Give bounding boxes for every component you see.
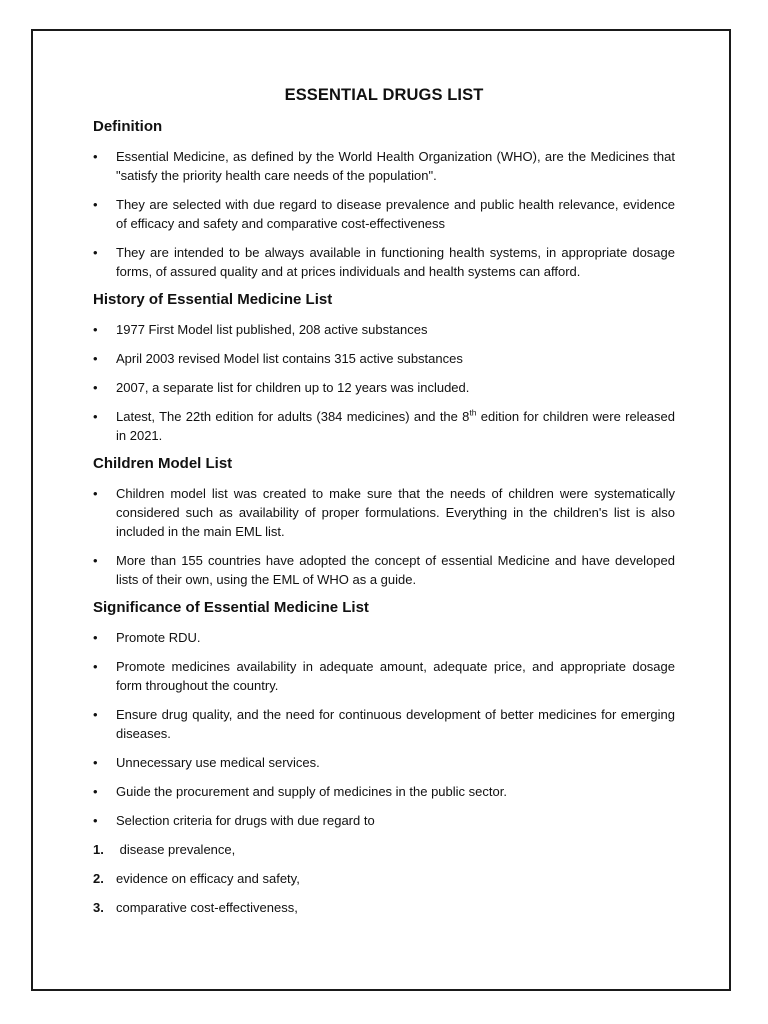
list-item-text: Promote RDU. [116, 630, 201, 645]
list-item [93, 407, 675, 445]
bullet-list [93, 628, 675, 830]
section-heading: Children Model List [93, 455, 233, 472]
item-number: 3. [93, 900, 104, 915]
item-number: 2. [93, 871, 104, 886]
list-item-text: Selection criteria for drugs with due regard to [116, 813, 375, 828]
section-significance [93, 599, 675, 917]
list-item-text: comparative cost-effectiveness, [116, 900, 298, 915]
bullet-list [93, 484, 675, 589]
list-item-text: They are intended to be always available in functioning health systems, in appropriate dosage forms, of assured quality and at prices individuals and health systems can afford. [116, 245, 675, 279]
numbered-list [93, 840, 675, 917]
section-definition [93, 118, 675, 281]
bullet-icon: • [93, 813, 98, 828]
list-item [93, 484, 675, 541]
list-item [93, 811, 675, 830]
list-item [93, 378, 675, 397]
bullet-icon: • [93, 755, 98, 770]
bullet-icon: • [93, 322, 98, 337]
section-history [93, 291, 675, 445]
section-heading: Significance of Essential Medicine List [93, 599, 369, 616]
list-item-text: 2007, a separate list for children up to 12 years was included. [116, 380, 470, 395]
list-item-text: April 2003 revised Model list contains 315 active substances [116, 351, 463, 366]
list-item-text: More than 155 countries have adopted the concept of essential Medicine and have developed lists of their own, using the EML of WHO as a guide. [116, 553, 675, 587]
list-item [93, 782, 675, 801]
bullet-icon: • [93, 380, 98, 395]
list-item [93, 349, 675, 368]
bullet-icon: • [93, 659, 98, 674]
list-item [93, 628, 675, 647]
list-item [93, 753, 675, 772]
bullet-icon: • [93, 409, 98, 424]
numbered-item [93, 840, 675, 859]
section-heading: History of Essential Medicine List [93, 291, 333, 308]
list-item-text: Unnecessary use medical services. [116, 755, 320, 770]
bullet-icon: • [93, 351, 98, 366]
bullet-list [93, 147, 675, 281]
list-item [93, 551, 675, 589]
numbered-item [93, 869, 675, 888]
list-item-text: evidence on efficacy and safety, [116, 871, 300, 886]
bullet-icon: • [93, 630, 98, 645]
list-item [93, 320, 675, 339]
list-item-text: Children model list was created to make sure that the needs of children were systematically considered such as availability of proper formulations. Everything in the children's list is also included in the main EML list. [116, 486, 675, 539]
list-item [93, 147, 675, 185]
list-item-text-part: Latest, The 22th edition for adults (384 medicines) and the 8 [116, 409, 470, 424]
list-item-text: Guide the procurement and supply of medicines in the public sector. [116, 784, 507, 799]
list-item-text: Ensure drug quality, and the need for continuous development of better medicines for emerging diseases. [116, 707, 675, 741]
document-body [93, 86, 675, 927]
bullet-icon: • [93, 553, 98, 568]
list-item-text: disease prevalence, [116, 842, 236, 857]
list-item [93, 705, 675, 743]
list-item-text-part: edition for children were released in 2021. [116, 409, 675, 443]
list-item-text: They are selected with due regard to disease prevalence and public health relevance, evidence of efficacy and safety and comparative cost-effectiveness [116, 197, 675, 231]
bullet-icon: • [93, 245, 98, 260]
list-item-text [116, 409, 675, 443]
item-number: 1. [93, 842, 104, 857]
list-item-text: 1977 First Model list published, 208 active substances [116, 322, 428, 337]
bullet-icon: • [93, 707, 98, 722]
bullet-list [93, 320, 675, 445]
bullet-icon: • [93, 784, 98, 799]
bullet-icon: • [93, 486, 98, 501]
section-heading: Definition [93, 118, 163, 135]
list-item-text: Essential Medicine, as defined by the World Health Organization (WHO), are the Medicines that "satisfy the priority health care needs of the population". [116, 149, 675, 183]
bullet-icon: • [93, 197, 98, 212]
list-item [93, 195, 675, 233]
section-children-model-list [93, 455, 675, 589]
superscript: th [469, 407, 477, 418]
numbered-item [93, 898, 675, 917]
bullet-icon: • [93, 149, 98, 164]
document-title: ESSENTIAL DRUGS LIST [284, 86, 484, 104]
list-item-text: Promote medicines availability in adequate amount, adequate price, and appropriate dosage form throughout the country. [116, 659, 675, 693]
list-item [93, 657, 675, 695]
list-item [93, 243, 675, 281]
